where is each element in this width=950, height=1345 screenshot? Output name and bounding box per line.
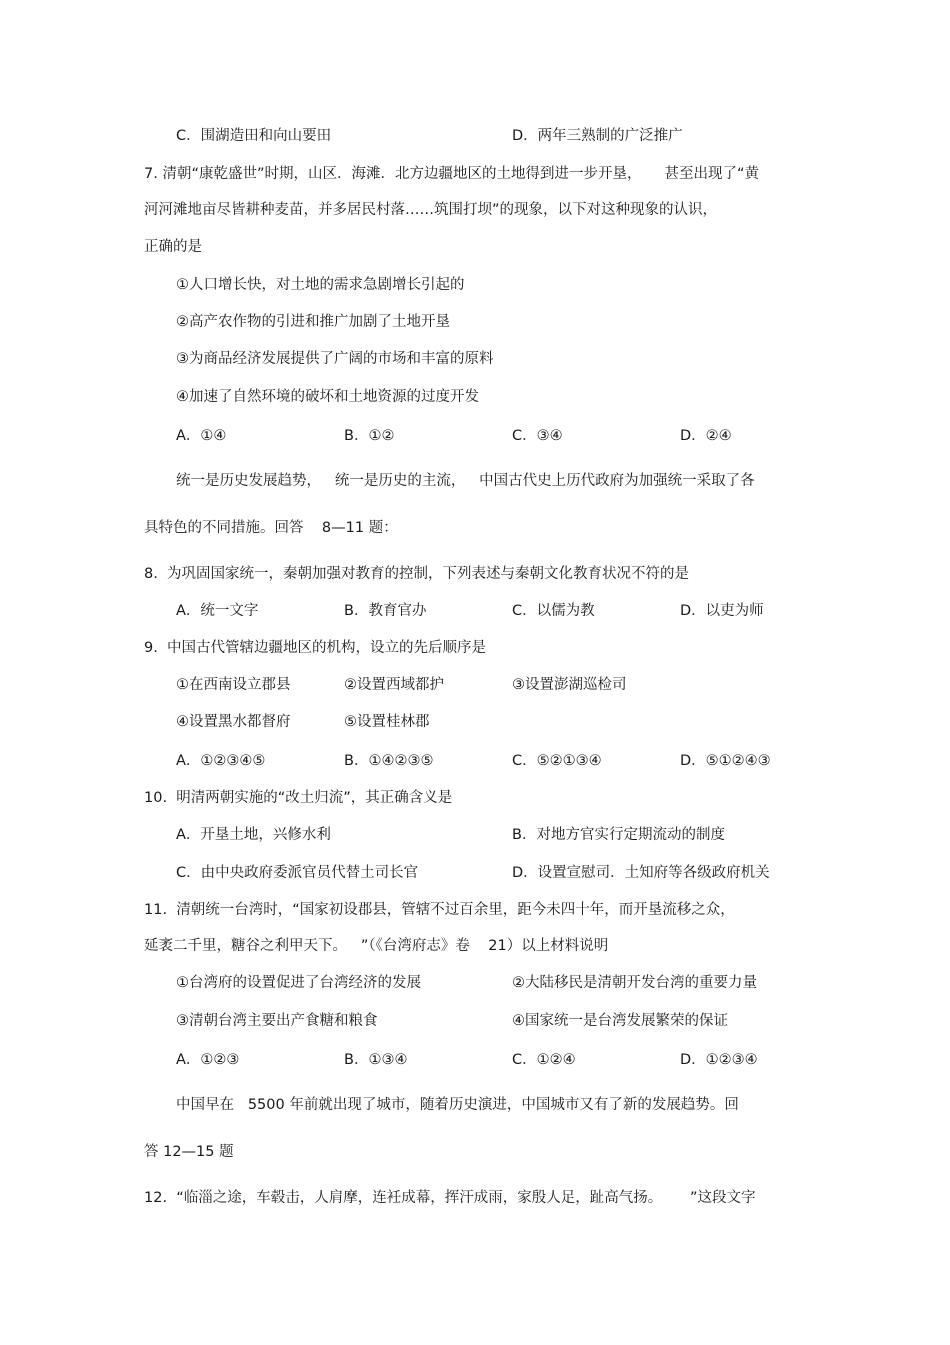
q9-item-1: ①在西南设立郡县 <box>176 677 291 693</box>
q11-stem-line2: 延袤二千里，糖谷之利甲天下。 ”（《台湾府志》卷 21）以上材料说明 <box>144 938 609 954</box>
q7-option-c: C．③④ <box>512 428 563 444</box>
q11-stem-line1: 11. 清朝统一台湾时，“国家初设郡县，管辖不过百余里，距今未四十年，而开垦流移之众， <box>144 902 735 918</box>
q7-stem-line2: 河河滩地亩尽皆耕种麦苗，并多居民村落……筑围打坝”的现象，以下对这种现象的认识， <box>144 202 718 218</box>
q11-item-4: ④国家统一是台湾发展繁荣的保证 <box>512 1013 728 1029</box>
intro-8-11-line1: 统一是历史发展趋势， 统一是历史的主流， 中国古代史上历代政府为加强统一采取了各 <box>176 473 755 489</box>
q7-stem-line1: 7. 清朝“康乾盛世”时期，山区．海滩．北方边疆地区的土地得到进一步开垦， 甚至出现了“黄 <box>144 166 760 182</box>
q9-option-d: D．⑤①②④③ <box>680 753 771 769</box>
q10-option-b: B．对地方官实行定期流动的制度 <box>512 827 725 843</box>
q7-item-1: ①人口增长快，对土地的需求急剧增长引起的 <box>176 277 465 293</box>
q7-option-b: B．①② <box>344 428 395 444</box>
q11-option-b: B．①③④ <box>344 1052 408 1068</box>
q9-item-2: ②设置西域都护 <box>344 677 444 693</box>
intro-12-15-line2: 答 12—15 题 <box>144 1144 234 1160</box>
q11-item-2: ②大陆移民是清朝开发台湾的重要力量 <box>512 975 757 991</box>
q9-option-c: C．⑤②①③④ <box>512 753 602 769</box>
q11-option-a: A．①②③ <box>176 1052 240 1068</box>
q11-item-3: ③清朝台湾主要出产食糖和粮食 <box>176 1013 378 1029</box>
intro-8-11-line2: 具特色的不同措施。回答 8—11 题： <box>144 520 398 536</box>
q8-stem: 8. 为巩固国家统一，秦朝加强对教育的控制，下列表述与秦朝文化教育状况不符的是 <box>144 566 690 582</box>
q6-option-d: D．两年三熟制的广泛推广 <box>512 128 683 144</box>
q10-stem: 10. 明清两朝实施的“改土归流”，其正确含义是 <box>144 790 453 806</box>
q7-option-a: A．①④ <box>176 428 227 444</box>
q9-option-b: B．①④②③⑤ <box>344 753 434 769</box>
intro-12-15-line1: 中国早在 5500 年前就出现了城市，随着历史演进，中国城市又有了新的发展趋势。回 <box>176 1097 739 1113</box>
q10-option-a: A．开垦土地，兴修水利 <box>176 827 331 843</box>
q7-item-4: ④加速了自然环境的破坏和土地资源的过度开发 <box>176 389 479 405</box>
q7-stem-line3: 正确的是 <box>144 239 202 255</box>
q8-option-c: C．以儒为教 <box>512 603 595 619</box>
q7-option-d: D．②④ <box>680 428 732 444</box>
q7-item-3: ③为商品经济发展提供了广阔的市场和丰富的原料 <box>176 351 494 367</box>
q11-option-c: C．①②④ <box>512 1052 576 1068</box>
q9-stem: 9. 中国古代管辖边疆地区的机构，设立的先后顺序是 <box>144 640 487 656</box>
q12-stem: 12. “临淄之途，车毂击，人肩摩，连衽成幕，挥汗成雨，家殷人足，趾高气扬。 ”这段文字 <box>144 1190 756 1206</box>
q9-item-4: ④设置黑水都督府 <box>176 714 291 730</box>
q9-item-3: ③设置澎湖巡检司 <box>512 677 627 693</box>
q8-option-d: D．以吏为师 <box>680 603 764 619</box>
q10-option-c: C．由中央政府委派官员代替土司长官 <box>176 865 419 881</box>
q9-item-5: ⑤设置桂林郡 <box>344 714 430 730</box>
q6-option-c: C．围湖造田和向山要田 <box>176 128 332 144</box>
q8-option-a: A．统一文字 <box>176 603 259 619</box>
q8-option-b: B．教育官办 <box>344 603 427 619</box>
q11-option-d: D．①②③④ <box>680 1052 758 1068</box>
q9-option-a: A．①②③④⑤ <box>176 753 266 769</box>
q11-item-1: ①台湾府的设置促进了台湾经济的发展 <box>176 975 421 991</box>
q10-option-d: D．设置宣慰司．土知府等各级政府机关 <box>512 865 770 881</box>
q7-item-2: ②高产农作物的引进和推广加剧了土地开垦 <box>176 314 450 330</box>
